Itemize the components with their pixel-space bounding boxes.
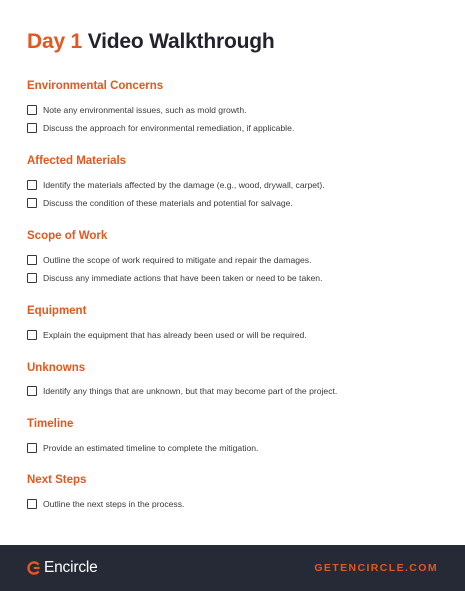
checklist-item xyxy=(27,253,311,266)
section-affected-materials xyxy=(27,154,447,208)
checkbox[interactable] xyxy=(27,330,37,340)
checklist-item xyxy=(27,121,294,134)
section-heading: Timeline xyxy=(27,418,74,430)
item-text: Note any environmental issues, such as mold growth. xyxy=(43,104,247,115)
section-heading: Affected Materials xyxy=(27,155,127,167)
item-text: Discuss the approach for environmental remediation, if applicable. xyxy=(43,122,295,133)
item-text: Outline the scope of work required to mitigate and repair the damages. xyxy=(43,254,312,265)
checklist-item xyxy=(27,384,337,397)
checkbox[interactable] xyxy=(27,499,37,509)
brand-logo xyxy=(27,558,98,578)
section-timeline xyxy=(27,417,447,453)
section-next-steps xyxy=(27,473,447,509)
section-equipment xyxy=(27,304,447,340)
page-title xyxy=(27,29,274,55)
checkbox[interactable] xyxy=(27,443,37,453)
website-link[interactable]: GETENCIRCLE.COM xyxy=(314,562,438,574)
section-heading: Next Steps xyxy=(27,474,87,486)
checklist-item xyxy=(27,196,293,209)
checklist-item xyxy=(27,271,322,284)
checkbox[interactable] xyxy=(27,273,37,283)
section-unknowns xyxy=(27,361,447,396)
encircle-logo-icon xyxy=(27,561,41,575)
section-heading: Scope of Work xyxy=(27,230,108,242)
checkbox[interactable] xyxy=(27,386,37,396)
item-text: Identify any things that are unknown, but that may become part of the project. xyxy=(43,385,338,396)
brand-name: Encircle xyxy=(44,559,98,576)
checklist-item xyxy=(27,328,307,341)
checkbox[interactable] xyxy=(27,180,37,190)
section-heading: Unknowns xyxy=(27,362,86,374)
checklist-item xyxy=(27,178,325,191)
section-heading: Equipment xyxy=(27,305,87,317)
item-text: Explain the equipment that has already been used or will be required. xyxy=(43,329,307,340)
checkbox[interactable] xyxy=(27,255,37,265)
title-main: Video Walkthrough xyxy=(87,30,275,53)
checklist-item xyxy=(27,497,184,510)
item-text: Outline the next steps in the process. xyxy=(43,498,185,509)
checkbox[interactable] xyxy=(27,123,37,133)
item-text: Discuss the condition of these materials and potential for salvage. xyxy=(43,197,293,208)
item-text: Identify the materials affected by the damage (e.g., wood, drywall, carpet). xyxy=(43,179,325,190)
checklist-item xyxy=(27,441,258,454)
checkbox[interactable] xyxy=(27,198,37,208)
footer-bar xyxy=(0,545,465,591)
checkbox[interactable] xyxy=(27,105,37,115)
item-text: Discuss any immediate actions that have been taken or need to be taken. xyxy=(43,272,323,283)
section-environmental-concerns xyxy=(27,79,447,133)
section-scope-of-work xyxy=(27,229,447,283)
title-accent: Day 1 xyxy=(27,30,83,53)
section-heading: Environmental Concerns xyxy=(27,80,164,92)
checklist-item xyxy=(27,103,247,116)
item-text: Provide an estimated timeline to complete the mitigation. xyxy=(43,442,259,453)
